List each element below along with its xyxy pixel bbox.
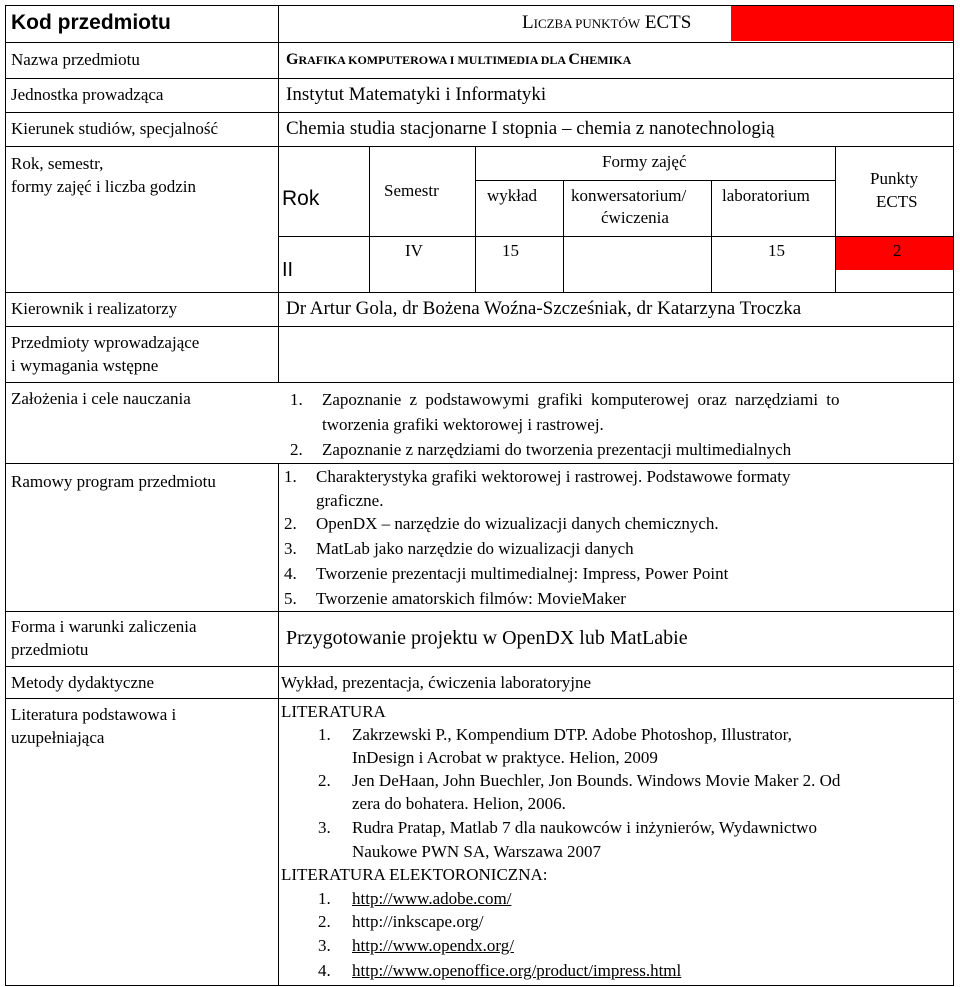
link-openoffice[interactable]: http://www.openoffice.org/product/impress.html [352, 961, 682, 980]
semester-value: IV [405, 241, 423, 260]
literature-label-2: uzupełniająca [11, 728, 105, 747]
semester-header: Semestr [384, 181, 439, 200]
ects-points-header-2: ECTS [876, 192, 918, 211]
syllabus-item-cont: graficzne. [316, 491, 384, 510]
laboratory-header: laboratorium [722, 186, 810, 205]
book-entry-cont: zera do bohatera. Helion, 2006. [352, 794, 566, 813]
assessment-value: Przygotowanie projektu w OpenDX lub MatLabie [286, 627, 688, 649]
teaching-methods-label: Metody dydaktyczne [11, 673, 155, 692]
e-literature-heading: LITERATURA ELEKTORONICZNA: [281, 865, 548, 884]
link-opendx[interactable]: http://www.opendx.org/ [352, 936, 514, 955]
ects-points-header: Punkty [870, 169, 919, 188]
exercises-header-2: ćwiczenia [601, 208, 669, 227]
literature-label: Literatura podstawowa i [11, 705, 177, 724]
book-entry: Rudra Pratap, Matlab 7 dla naukowców i inżynierów, Wydawnictwo [352, 818, 817, 837]
field-of-study-label: Kierunek studiów, specjalność [11, 119, 219, 138]
syllabus-item: OpenDX – narzędzie do wizualizacji danych chemicznych. [316, 514, 719, 533]
instructors-value: Dr Artur Gola, dr Bożena Woźna-Szcześniak, dr Katarzyna Troczka [286, 298, 802, 319]
syllabus-item: Tworzenie amatorskich filmów: MovieMaker [316, 589, 626, 608]
exercises-header: konwersatorium/ [571, 186, 687, 205]
assessment-label: Forma i warunki zaliczenia [11, 617, 197, 636]
link-num: 1. [318, 889, 331, 908]
prerequisites-label-2: i wymagania wstępne [11, 356, 159, 375]
syllabus-item-num: 4. [284, 564, 297, 583]
ects-points-value: 2 [893, 241, 902, 260]
assessment-label-2: przedmiotu [11, 640, 89, 659]
prerequisites-label: Przedmioty wprowadzające [11, 333, 200, 352]
objectives-item: Zapoznanie z narzędziami do tworzenia prezentacji multimedialnych [322, 440, 792, 459]
link-inkscape: http://inkscape.org/ [352, 912, 484, 931]
unit-label: Jednostka prowadząca [11, 85, 164, 104]
lecture-header: wykład [487, 186, 538, 205]
syllabus-item-num: 5. [284, 589, 297, 608]
year-value: II [282, 259, 294, 281]
teaching-methods-value: Wykład, prezentacja, ćwiczenia laboratoryjne [281, 673, 592, 692]
year-header: Rok [282, 187, 320, 210]
syllabus-item-num: 3. [284, 539, 297, 558]
objectives-item-cont: tworzenia grafiki wektorowej i rastrowej. [322, 415, 604, 434]
objectives-item-num: 2. [290, 440, 303, 459]
unit-value: Instytut Matematyki i Informatyki [286, 84, 547, 105]
year-semester-label-2: formy zajęć i liczba godzin [11, 177, 197, 196]
syllabus-item-num: 1. [284, 467, 297, 486]
ects-header-label: LICZBA PUNKTÓW ECTS [522, 12, 692, 33]
link-num: 3. [318, 936, 331, 955]
objectives-label: Założenia i cele nauczania [11, 389, 191, 408]
link-num: 4. [318, 961, 331, 980]
course-code-title: Kod przedmiotu [11, 11, 171, 34]
syllabus-item: MatLab jako narzędzie do wizualizacji danych [316, 539, 634, 558]
link-adobe[interactable]: http://www.adobe.com/ [352, 889, 512, 908]
field-of-study-value: Chemia studia stacjonarne I stopnia – chemia z nanotechnologią [286, 118, 775, 139]
book-num: 3. [318, 818, 331, 837]
course-name-label: Nazwa przedmiotu [11, 50, 140, 69]
book-num: 2. [318, 771, 331, 790]
syllabus-item: Tworzenie prezentacji multimedialnej: Impress, Power Point [316, 564, 729, 583]
year-semester-label: Rok, semestr, [11, 154, 104, 173]
book-entry: Zakrzewski P., Kompendium DTP. Adobe Photoshop, Illustrator, [352, 725, 792, 744]
book-entry-cont: InDesign i Acrobat w praktyce. Helion, 2009 [352, 748, 658, 767]
link-num: 2. [318, 912, 331, 931]
literature-heading: LITERATURA [281, 702, 386, 721]
ects-header-fill [731, 6, 953, 41]
objectives-item: Zapoznanie z podstawowymi grafiki komputerowej oraz narzędziami to [322, 390, 840, 409]
class-forms-header: Formy zajęć [602, 152, 687, 171]
objectives-item-num: 1. [290, 390, 303, 409]
instructors-label: Kierownik i realizatorzy [11, 299, 178, 318]
lab-hours-value: 15 [768, 241, 785, 260]
syllabus-item: Charakterystyka grafiki wektorowej i rastrowej. Podstawowe formaty [316, 467, 791, 486]
book-entry: Jen DeHaan, John Buechler, Jon Bounds. Windows Movie Maker 2. Od [352, 771, 841, 790]
book-num: 1. [318, 725, 331, 744]
book-entry-cont: Naukowe PWN SA, Warszawa 2007 [352, 842, 602, 861]
syllabus-item-num: 2. [284, 514, 297, 533]
syllabus-label: Ramowy program przedmiotu [11, 472, 216, 491]
course-name-value: GRAFIKA KOMPUTEROWA I MULTIMEDIA DLA CHEMIKA [286, 51, 632, 68]
lecture-hours-value: 15 [502, 241, 519, 260]
